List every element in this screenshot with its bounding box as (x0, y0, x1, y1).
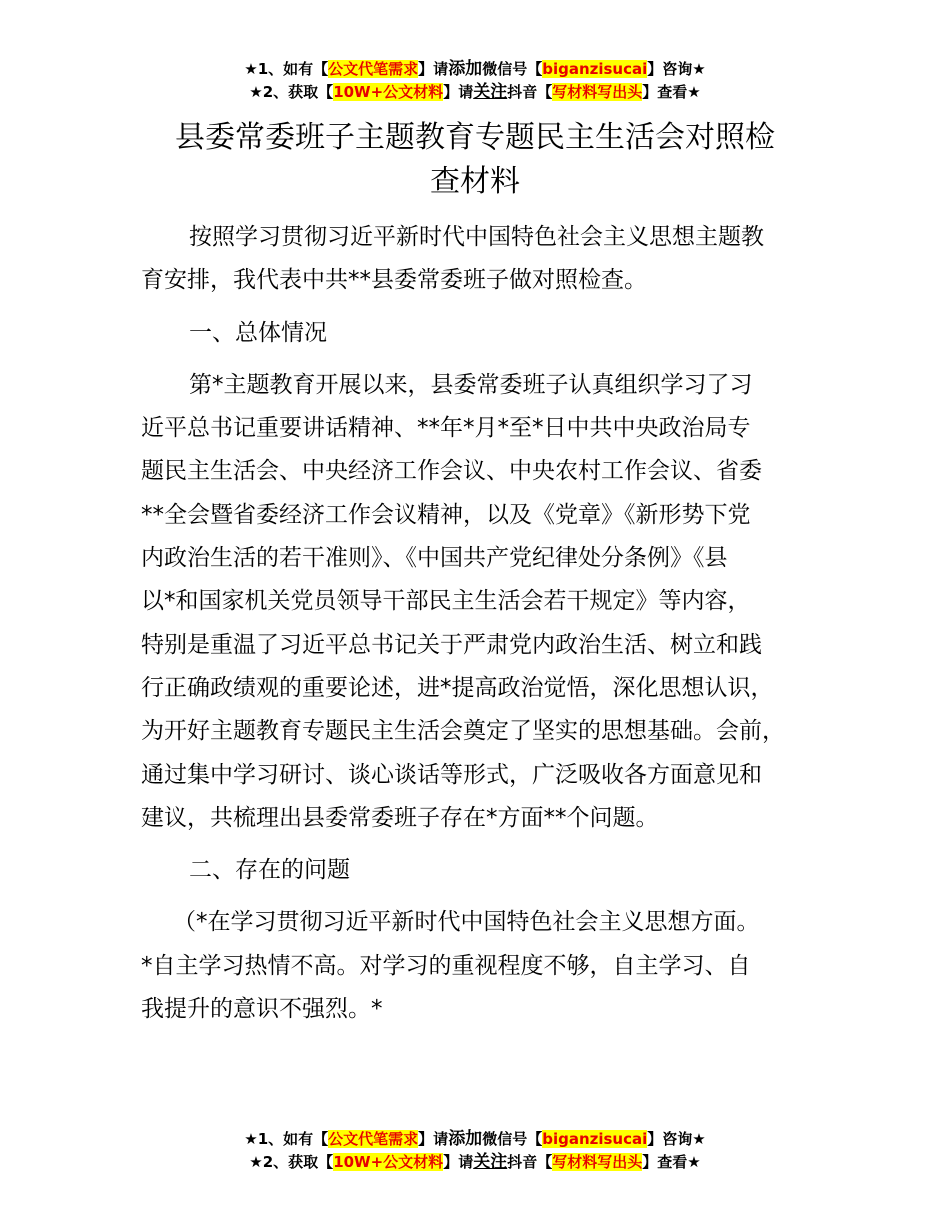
banner-line-1: ★1、如有【公文代笔需求】请添加微信号【biganzisucai】咨询★ (244, 59, 706, 79)
heading-problems: 二、存在的问题 (189, 857, 350, 884)
highlight-materials: 10W+公文材料 (333, 83, 444, 101)
banner-line-2: ★2、获取【10W+公文材料】请关注抖音【写材料写出头】查看★ (249, 82, 701, 102)
highlight-douyin: 写材料写出头 (552, 83, 643, 101)
document-title: 县委常委班子主题教育专题民主生活会对照检 查材料 (175, 120, 775, 199)
banner-line-1: ★1、如有【公文代笔需求】请添加微信号【biganzisucai】咨询★ (244, 1129, 706, 1149)
heading-overview: 一、总体情况 (189, 319, 327, 346)
highlight-service: 公文代笔需求 (328, 60, 419, 78)
paragraph-overview: 第*主题教育开展以来，县委常委班子认真组织学习了习 近平总书记重要讲话精神、**年*月*至*日中共中央政治局专 题民主生活会、中央经济工作会议、中央农村工作会议、省委 **全会暨省委经济工作会议精神，以及《党章》《新形势下党 内政治生活的若干准则》、《中国共产党纪律处分条例》《县 以*和国家机关党员领导干部民主生活会若干规定》等内容， 特别是重温了习近平总书记关于严肃党内政治生活、树立和践 行正确政绩观的重要论述，进*提高政治觉悟，深化思想认识， 为开好主题教育专题民主生活会奠定了坚实的思想基础。会前， 通过集中学习研讨、谈心谈话等形式，广泛吸收各方面意见和 建议，共梳理出县委常委班子存在*方面**个问题。 (141, 371, 785, 831)
highlight-douyin: 写材料写出头 (552, 1153, 643, 1171)
paragraph-problems: （*在学习贯彻习近平新时代中国特色社会主义思想方面。 *自主学习热情不高。对学习的重视程度不够，自主学习、自 我提升的意识不强烈。* (141, 909, 760, 1023)
paragraph-intro: 按照学习贯彻习近平新时代中国特色社会主义思想主题教 育安排，我代表中共**县委常委班子做对照检查。 (141, 224, 764, 294)
highlight-wechat: biganzisucai (542, 60, 648, 78)
highlight-materials: 10W+公文材料 (333, 1153, 444, 1171)
bottom-banner (0, 1128, 950, 1174)
top-banner (0, 58, 950, 104)
highlight-service: 公文代笔需求 (328, 1130, 419, 1148)
highlight-wechat: biganzisucai (542, 1130, 648, 1148)
document-body (141, 216, 831, 1031)
banner-line-2: ★2、获取【10W+公文材料】请关注抖音【写材料写出头】查看★ (249, 1152, 701, 1172)
